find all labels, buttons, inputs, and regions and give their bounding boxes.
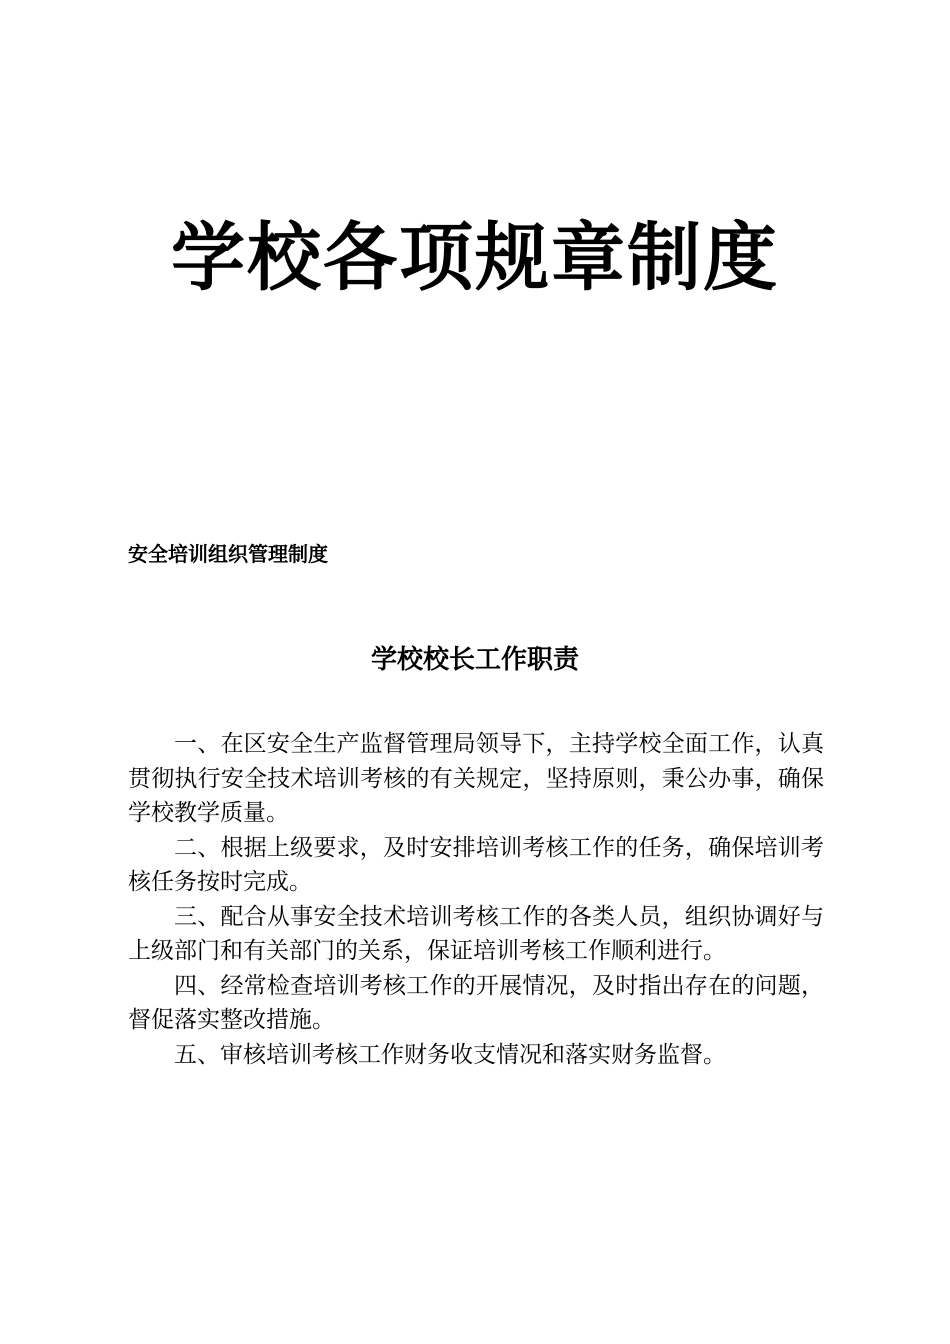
paragraph: 三、配合从事安全技术培训考核工作的各类人员，组织协调好与上级部门和有关部门的关系，保证培训考核工作顺利进行。 <box>128 903 824 964</box>
paragraph: 五、审核培训考核工作财务收支情况和落实财务监督。 <box>174 1041 726 1068</box>
paragraph: 一、在区安全生产监督管理局领导下，主持学校全面工作，认真贯彻执行安全技术培训考核的有关规定，坚持原则，秉公办事，确保学校教学质量。 <box>128 731 824 826</box>
body-text <box>128 727 824 1072</box>
paragraph: 二、根据上级要求，及时安排培训考核工作的任务，确保培训考核任务按时完成。 <box>128 834 824 895</box>
paragraph: 四、经常检查培训考核工作的开展情况，及时指出存在的问题，督促落实整改措施。 <box>128 972 824 1033</box>
subtitle: 学校校长工作职责 <box>370 645 579 675</box>
main-title: 学校各项规章制度 <box>171 215 779 301</box>
section-label: 安全培训组织管理制度 <box>128 542 328 566</box>
